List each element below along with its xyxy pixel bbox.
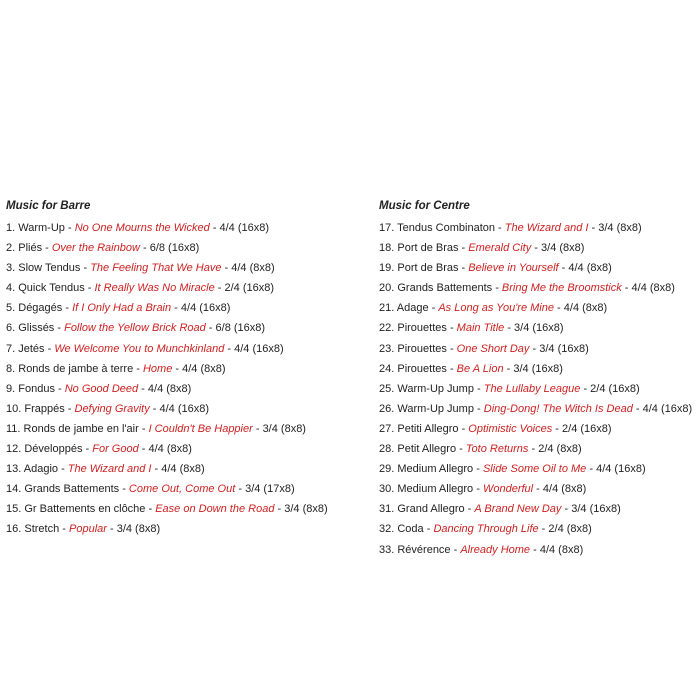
track-separator: - [632, 402, 643, 415]
track-meter: 4/4 (8x8) [542, 483, 587, 496]
track-song: The Feeling That We Have [90, 262, 222, 275]
track-exercise: Adagio [23, 463, 59, 476]
track-number: 9. [6, 382, 16, 395]
track-song: I Couldn't Be Happier [148, 422, 253, 435]
track-row [379, 459, 697, 479]
track-meter: 3/4 (16x8) [539, 342, 589, 355]
track-meter: 3/4 (8x8) [541, 242, 585, 255]
track-exercise: Quick Tendus [18, 282, 85, 295]
track-row [6, 479, 366, 499]
track-meter: 4/4 (8x8) [148, 443, 192, 456]
track-row [6, 399, 366, 419]
track-meter: 3/4 (16x8) [513, 362, 563, 375]
track-number: 10. [6, 402, 22, 415]
track-row [379, 258, 697, 278]
track-exercise: Pirouettes [397, 342, 447, 355]
track-meter: 6/8 (16x8) [215, 322, 266, 335]
track-separator: - [151, 463, 162, 476]
track-number: 28. [379, 443, 395, 456]
track-exercise: Medium Allegro [397, 463, 474, 476]
track-song: Main Title [456, 322, 505, 335]
track-row [379, 218, 697, 238]
track-separator: - [553, 302, 564, 315]
track-meter: 4/4 (8x8) [147, 382, 192, 395]
track-row [379, 399, 697, 419]
track-separator: - [149, 402, 160, 415]
track-exercise: Grand Allegro [397, 503, 465, 516]
track-separator: - [528, 443, 539, 456]
track-song: Popular [69, 523, 107, 536]
centre-heading: Music for Centre [379, 200, 470, 212]
track-number: 4. [6, 282, 16, 295]
track-song: Already Home [460, 543, 531, 556]
track-number: 19. [379, 262, 395, 275]
track-number: 30. [379, 483, 395, 496]
track-meter: 4/4 (8x8) [631, 282, 675, 295]
track-separator: - [446, 342, 457, 355]
track-meter: 3/4 (8x8) [284, 503, 328, 516]
track-song: The Lullaby League [483, 382, 581, 395]
track-exercise: Ronds de jambe à terre [18, 362, 134, 375]
track-number: 27. [379, 422, 395, 435]
track-separator: - [214, 282, 225, 295]
track-separator: - [473, 382, 484, 395]
track-number: 33. [379, 543, 395, 556]
track-exercise: Warm-Up Jump [397, 402, 474, 415]
track-row [6, 379, 366, 399]
track-separator: - [423, 523, 434, 536]
track-separator: - [561, 503, 572, 516]
track-row [379, 540, 697, 560]
centre-column [379, 199, 697, 560]
track-number: 29. [379, 463, 395, 476]
track-number: 2. [6, 242, 16, 255]
track-separator: - [235, 483, 246, 496]
track-row [379, 479, 697, 499]
track-separator: - [503, 362, 514, 375]
track-separator: - [138, 422, 149, 435]
track-meter: 4/4 (16x8) [234, 342, 284, 355]
track-separator: - [580, 382, 591, 395]
track-exercise: Pirouettes [397, 322, 447, 335]
track-row [6, 499, 366, 519]
track-separator: - [171, 302, 181, 315]
track-meter: 4/4 (8x8) [563, 302, 608, 315]
track-separator: - [82, 443, 93, 456]
track-separator: - [221, 262, 232, 275]
track-separator: - [64, 402, 75, 415]
track-row [379, 419, 697, 439]
track-row [379, 439, 697, 459]
track-song: Follow the Yellow Brick Road [64, 322, 206, 335]
track-number: 32. [379, 523, 395, 536]
track-meter: 2/4 (16x8) [562, 422, 612, 435]
track-separator: - [209, 222, 220, 234]
track-song: The Wizard and I [67, 463, 152, 476]
track-meter: 2/4 (8x8) [548, 523, 592, 536]
track-separator: - [42, 242, 52, 255]
track-number: 3. [6, 262, 16, 275]
track-meter: 4/4 (8x8) [161, 463, 205, 476]
track-number: 23. [379, 342, 395, 355]
track-row [379, 339, 697, 359]
track-exercise: Gr Battements en clôche [24, 503, 146, 516]
track-separator: - [586, 463, 597, 476]
track-song: Ease on Down the Road [155, 503, 275, 516]
track-row [379, 278, 697, 298]
track-exercise: Warm-Up Jump [397, 382, 474, 395]
track-exercise: Ronds de jambe en l'air [23, 422, 139, 435]
track-exercise: Tendus Combinaton [397, 222, 495, 234]
track-row [379, 359, 697, 379]
track-separator: - [446, 322, 457, 335]
track-separator: - [54, 322, 65, 335]
track-separator: - [446, 362, 457, 375]
track-exercise: Coda [397, 523, 424, 536]
track-meter: 3/4 (16x8) [571, 503, 621, 516]
track-number: 15. [6, 503, 22, 516]
track-number: 25. [379, 382, 395, 395]
track-exercise: Développés [24, 443, 83, 456]
track-exercise: Jetés [18, 342, 45, 355]
track-separator: - [80, 262, 91, 275]
barre-column [6, 199, 366, 540]
track-meter: 4/4 (16x8) [219, 222, 270, 234]
track-meter: 2/4 (16x8) [590, 382, 640, 395]
track-separator: - [274, 503, 285, 516]
track-number: 11. [6, 422, 21, 435]
track-separator: - [64, 222, 75, 234]
track-separator: - [588, 222, 599, 234]
track-song: We Welcome You to Munchkinland [54, 342, 225, 355]
track-separator: - [504, 322, 515, 335]
track-separator: - [473, 402, 484, 415]
track-separator: - [138, 382, 148, 395]
track-number: 13. [6, 463, 22, 476]
track-meter: 4/4 (8x8) [231, 262, 275, 275]
track-song: No Good Deed [64, 382, 139, 395]
track-exercise: Petiti Allegro [397, 422, 459, 435]
track-exercise: Dégagés [18, 302, 63, 315]
track-exercise: Slow Tendus [18, 262, 81, 275]
track-number: 8. [6, 362, 16, 375]
track-meter: 3/4 (17x8) [245, 483, 295, 496]
track-number: 20. [379, 282, 395, 295]
track-separator: - [119, 483, 129, 496]
track-separator: - [224, 342, 235, 355]
track-separator: - [458, 262, 469, 275]
track-row [6, 459, 366, 479]
track-separator: - [495, 222, 505, 234]
track-meter: 4/4 (16x8) [180, 302, 231, 315]
track-separator: - [530, 543, 540, 556]
track-number: 21. [379, 302, 395, 315]
track-number: 6. [6, 322, 16, 335]
track-separator: - [84, 282, 95, 295]
track-meter: 4/4 (8x8) [568, 262, 612, 275]
track-number: 26. [379, 402, 395, 415]
barre-heading: Music for Barre [6, 200, 91, 212]
track-song: Optimistic Voices [468, 422, 553, 435]
track-song: Come Out, Come Out [128, 483, 236, 496]
track-row [6, 258, 366, 278]
track-separator: - [44, 342, 55, 355]
track-song: One Short Day [456, 342, 530, 355]
track-song: Home [142, 362, 173, 375]
track-row [379, 298, 697, 318]
track-row [379, 499, 697, 519]
track-song: Defying Gravity [74, 402, 150, 415]
track-song: Bring Me the Broomstick [501, 282, 622, 295]
track-separator: - [138, 443, 149, 456]
track-song: A Brand New Day [474, 503, 562, 516]
track-number: 12. [6, 443, 22, 456]
track-row [379, 238, 697, 258]
track-number: 7. [6, 342, 16, 355]
track-song: Ding-Dong! The Witch Is Dead [483, 402, 633, 415]
track-song: Over the Rainbow [51, 242, 140, 255]
track-separator: - [531, 242, 542, 255]
track-row [6, 218, 366, 238]
track-song: Wonderful [482, 483, 534, 496]
track-exercise: Frappés [24, 402, 65, 415]
track-row [6, 439, 366, 459]
track-number: 22. [379, 322, 395, 335]
track-song: As Long as You're Mine [438, 302, 554, 315]
track-meter: 4/4 (16x8) [642, 402, 693, 415]
track-meter: 4/4 (16x8) [596, 463, 646, 476]
track-song: Believe in Yourself [468, 262, 559, 275]
track-meter: 2/4 (8x8) [538, 443, 582, 456]
track-song: Slide Some Oil to Me [482, 463, 587, 476]
track-meter: 4/4 (8x8) [182, 362, 226, 375]
track-separator: - [62, 302, 73, 315]
track-meter: 4/4 (16x8) [159, 402, 210, 415]
track-song: For Good [92, 443, 139, 456]
track-row [6, 519, 366, 539]
track-row [6, 318, 366, 338]
track-exercise: Stretch [24, 523, 60, 536]
track-separator: - [172, 362, 183, 375]
track-exercise: Petit Allegro [397, 443, 457, 456]
track-number: 5. [6, 302, 16, 315]
track-number: 14. [6, 483, 22, 496]
track-number: 1. [6, 222, 16, 234]
track-exercise: Pliés [18, 242, 43, 255]
track-row [6, 419, 366, 439]
track-number: 16. [6, 523, 22, 536]
track-exercise: Grands Battements [24, 483, 120, 496]
track-exercise: Port de Bras [397, 262, 459, 275]
track-number: 31. [379, 503, 395, 516]
track-row [379, 318, 697, 338]
track-row [6, 298, 366, 318]
track-separator: - [106, 523, 117, 536]
track-meter: 4/4 (8x8) [539, 543, 584, 556]
track-separator: - [473, 463, 483, 476]
track-number: 24. [379, 362, 395, 375]
track-exercise: Fondus [18, 382, 55, 395]
track-exercise: Grands Battements [397, 282, 493, 295]
barre-track-list [6, 218, 366, 540]
centre-track-list [379, 218, 697, 560]
track-separator: - [458, 242, 469, 255]
track-exercise: Port de Bras [397, 242, 459, 255]
track-row [6, 339, 366, 359]
track-meter: 3/4 (16x8) [514, 322, 564, 335]
track-song: Emerald City [468, 242, 532, 255]
track-row [379, 379, 697, 399]
track-separator: - [538, 523, 549, 536]
track-separator: - [529, 342, 540, 355]
track-separator: - [133, 362, 143, 375]
track-row [379, 519, 697, 539]
track-separator: - [456, 443, 466, 456]
track-row [6, 238, 366, 258]
track-song: Be A Lion [456, 362, 504, 375]
track-separator: - [59, 523, 69, 536]
track-meter: 2/4 (16x8) [224, 282, 275, 295]
track-separator: - [552, 422, 563, 435]
track-separator: - [205, 322, 216, 335]
track-separator: - [458, 422, 469, 435]
track-song: Toto Returns [465, 443, 529, 456]
track-separator: - [139, 242, 150, 255]
track-number: 17. [379, 222, 395, 234]
track-exercise: Glissés [18, 322, 55, 335]
track-song: The Wizard and I [504, 222, 589, 234]
track-separator: - [558, 262, 569, 275]
track-separator: - [58, 463, 68, 476]
track-meter: 3/4 (8x8) [116, 523, 161, 536]
track-exercise: Révérence [397, 543, 451, 556]
track-separator: - [533, 483, 543, 496]
track-separator: - [145, 503, 156, 516]
track-separator: - [492, 282, 502, 295]
track-separator: - [428, 302, 439, 315]
track-song: If I Only Had a Brain [72, 302, 172, 315]
track-number: 18. [379, 242, 395, 255]
track-separator: - [464, 503, 475, 516]
track-song: No One Mourns the Wicked [74, 222, 210, 234]
track-exercise: Pirouettes [397, 362, 447, 375]
track-separator: - [252, 422, 263, 435]
track-row [6, 278, 366, 298]
track-row [6, 359, 366, 379]
track-separator: - [621, 282, 632, 295]
track-exercise: Medium Allegro [397, 483, 474, 496]
track-separator: - [54, 382, 65, 395]
track-song: Dancing Through Life [433, 523, 539, 536]
track-separator: - [450, 543, 461, 556]
track-exercise: Adage [396, 302, 429, 315]
track-meter: 3/4 (8x8) [598, 222, 642, 234]
track-meter: 3/4 (8x8) [262, 422, 306, 435]
track-song: It Really Was No Miracle [94, 282, 215, 295]
track-separator: - [473, 483, 483, 496]
track-meter: 6/8 (16x8) [149, 242, 200, 255]
track-exercise: Warm-Up [18, 222, 65, 234]
